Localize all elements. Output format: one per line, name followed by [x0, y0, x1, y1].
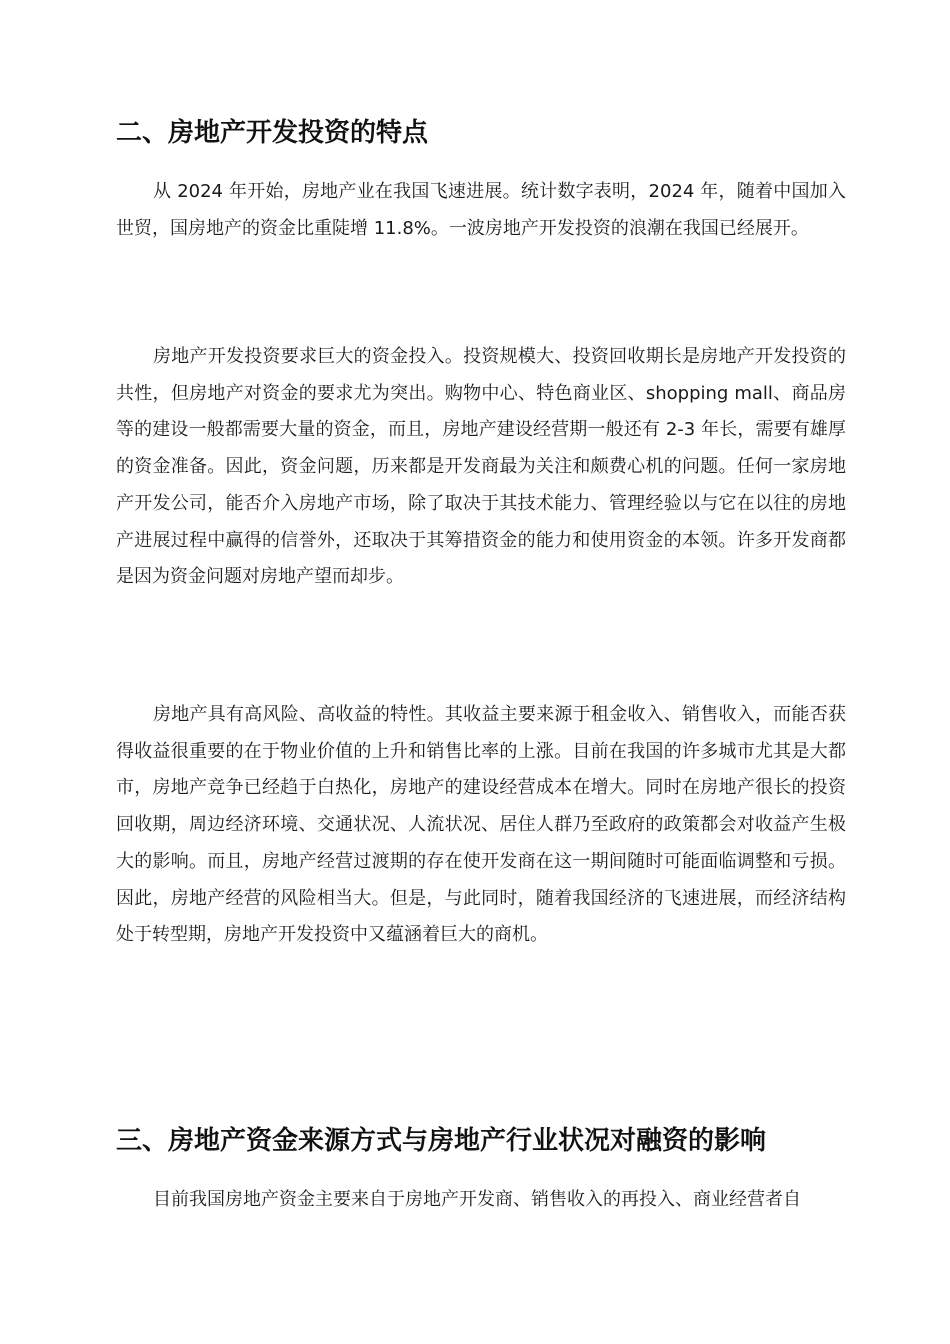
- section-2-heading: 二、房地产开发投资的特点: [116, 118, 429, 148]
- section-2-paragraph-2: 房地产开发投资要求巨大的资金投入。投资规模大、投资回收期长是房地产开发投资的共性，但房地产对资金的要求尤为突出。购物中心、特色商业区、shopping mall、商品房等的建设一般都需要大量的资金，而且，房地产建设经营期一般还有 2-3 年长，需要有雄厚的资金准备。因此，资金问题，历来都是开发商最为关注和颇费心机的问题。任何一家房地产开发公司，能否介入房地产市场，除了取决于其技术能力、管理经验以与它在以往的房地产进展过程中赢得的信誉外，还取决于其筹措资金的能力和使用资金的本领。许多开发商都是因为资金问题对房地产望而却步。: [116, 346, 846, 588]
- section-3-heading: 三、房地产资金来源方式与房地产行业状况对融资的影响: [116, 1126, 767, 1156]
- section-2-paragraph-1: 从 2024 年开始，房地产业在我国飞速进展。统计数字表明，2024 年，随着中国加入世贸，国房地产的资金比重陡增 11.8%。一波房地产开发投资的浪潮在我国已经展开。: [116, 181, 846, 239]
- section-3-paragraph-1: 目前我国房地产资金主要来自于房地产开发商、销售收入的再投入、商业经营者自: [153, 1189, 801, 1210]
- section-2-paragraph-3: 房地产具有高风险、高收益的特性。其收益主要来源于租金收入、销售收入，而能否获得收益很重要的在于物业价值的上升和销售比率的上涨。目前在我国的许多城市尤其是大都市，房地产竞争已经趋于白热化，房地产的建设经营成本在增大。同时在房地产很长的投资回收期，周边经济环境、交通状况、人流状况、居住人群乃至政府的政策都会对收益产生极大的影响。而且，房地产经营过渡期的存在使开发商在这一期间随时可能面临调整和亏损。因此，房地产经营的风险相当大。但是，与此同时，随着我国经济的飞速进展，而经济结构处于转型期，房地产开发投资中又蕴涵着巨大的商机。: [116, 704, 846, 946]
